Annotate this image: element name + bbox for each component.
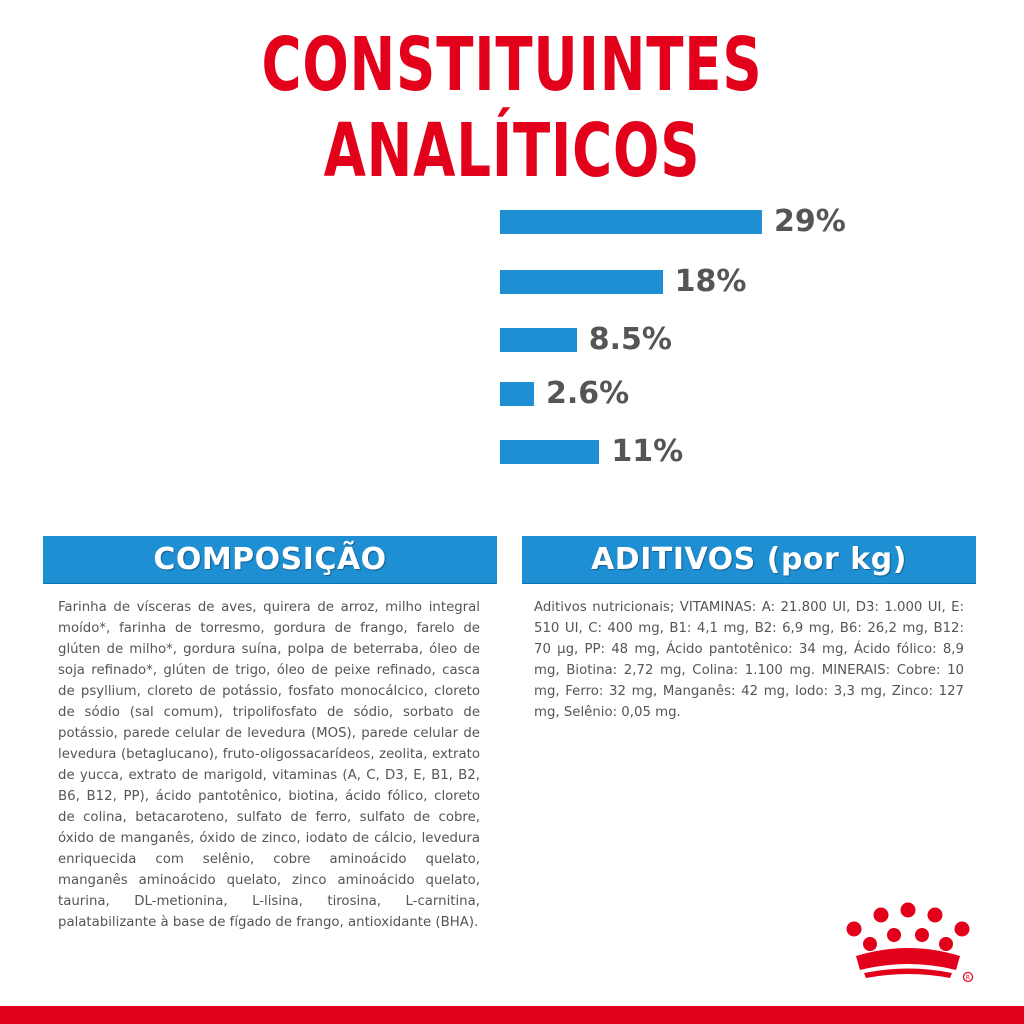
value-bar [500, 440, 599, 464]
value-bar [500, 328, 577, 352]
value-bar [500, 382, 534, 406]
bottom-brand-bar [0, 1006, 1024, 1024]
value-bar [500, 210, 762, 234]
value-label: 18% [674, 264, 747, 299]
additives-heading: ADITIVOS (por kg) [591, 542, 907, 577]
value-label: 2.6% [546, 376, 630, 411]
value-bar [500, 270, 663, 294]
value-label: 8.5% [588, 322, 672, 357]
additives-text: Aditivos nutricionais; VITAMINAS: A: 21.800 UI, D3: 1.000 UI, E: 510 UI, C: 400 mg, B1: 4,1 mg, B2: 6,9 mg, B6: 26,2 mg, B12: 70 µg, PP: 48 mg, Ácido pantotênico: 34 mg, Ácido fólico: 8,9 mg, Biotina: 2,72 mg, Colina: 1.100 mg. MINERAIS: Cobre: 10 mg, Ferro: 32 mg, Manganês: 42 mg, Iodo: 3,3 mg, Zinco: 127 mg, Selênio: 0,05 mg. [534, 600, 964, 720]
value-label: 11% [611, 434, 684, 469]
composition-heading: COMPOSIÇÃO [153, 542, 387, 577]
composition-text: Farinha de vísceras de aves, quirera de arroz, milho integral moído*, farinha de torresmo, gordura de frango, farelo de glúten de milho*, gordura suína, polpa de beterraba, óleo de soja refinado*, glúten de trigo, óleo de peixe refinado, casca de psyllium, cloreto de potássio, fosfato monocálcico, cloreto de sódio (sal comum), tripolifosfato de sódio, sorbato de potássio, parede celular de levedura (MOS), parede celular de levedura (betaglucano), fruto-oligossacarídeos, zeolita, extrato de yucca, extrato de marigold, vitaminas (A, C, D3, E, B1, B2, B6, B12, PP), ácido pantotênico, biotina, ácido fólico, cloreto de colina, betacaroteno, sulfato de ferro, sulfato de cobre, óxido de manganês, óxido de zinco, iodato de cálcio, levedura enriquecida com selênio, cobre aminoácido quelato, manganês aminoácido quelato, zinco aminoácido quelato, taurina, DL-metionina, L-lisina, tirosina, L-carnitina, palatabilizante à base de fígado de frango, antioxidante (BHA). [58, 600, 480, 930]
value-label: 29% [774, 204, 846, 239]
crown-logo-icon [838, 900, 978, 984]
composition-header [43, 536, 497, 584]
additives-header [522, 536, 976, 584]
svg-text:R: R [965, 974, 971, 982]
page-title: CONSTITUINTES ANALÍTICOS [261, 22, 763, 194]
